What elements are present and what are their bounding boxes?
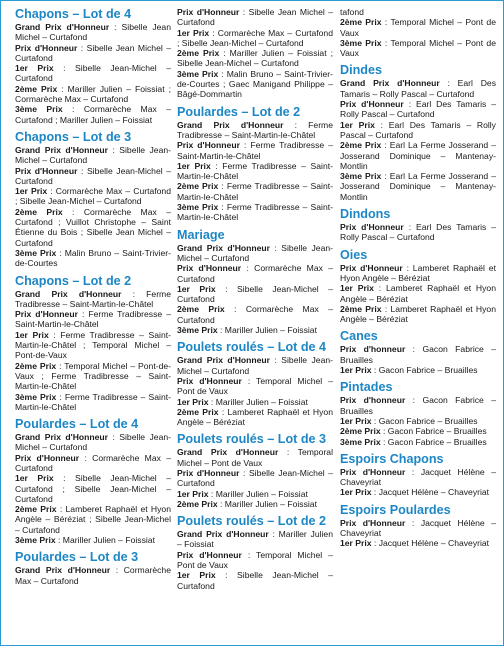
prize-name: Grand Prix d'Honneur bbox=[177, 119, 284, 130]
prize-name: Prix d'Honneur bbox=[177, 263, 242, 274]
prize-entry bbox=[15, 84, 171, 105]
prize-entry bbox=[15, 392, 171, 413]
prize-name: 3ème Prix bbox=[177, 325, 218, 336]
prize-winner: : Sibelle Jean Michel – Curtafond bbox=[177, 7, 333, 28]
prize-winner: : Cormarèche Max – Curtafond ; Mariller Julien – Foissiat bbox=[15, 104, 171, 125]
prize-winner: : Earl Des Tamaris – Rolly Pascal – Curtafond bbox=[340, 78, 496, 99]
prize-entry bbox=[177, 28, 333, 49]
prize-name: 2ème Prix bbox=[340, 17, 382, 28]
prize-entry bbox=[177, 570, 333, 591]
category-section bbox=[340, 17, 496, 58]
prize-winner: : Ferme Tradibresse – Saint-Martin-le-Châtel bbox=[177, 140, 333, 161]
prize-name: 1er Prix bbox=[340, 283, 374, 294]
category-title: Canes bbox=[340, 329, 378, 344]
prize-name: 1er Prix bbox=[177, 570, 216, 581]
prize-entry bbox=[15, 186, 171, 207]
prize-name: 1er Prix bbox=[177, 27, 210, 38]
prize-name: 1er Prix bbox=[177, 396, 209, 407]
prize-winner: : Ferme Tradibresse – Saint-Martin-le-Châtel bbox=[177, 202, 333, 223]
category-title: Dindons bbox=[340, 207, 391, 222]
prize-entry bbox=[177, 325, 333, 335]
category-title: Poulardes – Lot de 3 bbox=[15, 550, 139, 565]
prize-entry bbox=[340, 171, 496, 202]
prize-entry bbox=[177, 284, 333, 305]
prize-winner: : Sibelle Jean-Michel – Curtafond bbox=[15, 144, 171, 166]
prize-winner: : Mariller Julien – Foissiat bbox=[208, 396, 308, 407]
prize-winner: : Malin Bruno – Saint-Trivier-de-Courtes bbox=[15, 247, 171, 269]
prize-winner: : Cormarèche Max – Curtafond ; Vuillot Christophe – Saint Étienne du Bois ; Sibelle Jean Michel – Curtafond bbox=[15, 206, 171, 248]
category-title: Mariage bbox=[177, 227, 225, 242]
category-section bbox=[340, 207, 496, 243]
category-section bbox=[177, 228, 333, 336]
column-3 bbox=[340, 7, 496, 554]
prize-winner: : Sibelle Jean-Michel – Curtafond bbox=[177, 467, 333, 489]
category-title: Poulardes – Lot de 2 bbox=[177, 104, 301, 119]
prize-entry bbox=[177, 304, 333, 325]
prize-winner: : Gacon Fabrice – Bruailles bbox=[380, 436, 487, 447]
prize-winner: : Sibelle Jean-Michel – Curtafond bbox=[15, 432, 171, 453]
prize-winner: : Cormarèche Max – Curtafond bbox=[15, 565, 171, 586]
prize-winner: : Gacon Fabrice – Bruailles bbox=[340, 395, 496, 416]
category-section bbox=[15, 550, 171, 586]
prize-name: Grand Prix d'Honneur bbox=[177, 242, 271, 253]
category-title: Poulets roulés – Lot de 3 bbox=[177, 432, 327, 447]
prize-entry bbox=[340, 263, 496, 284]
prize-winner: : Cormarèche Max – Curtafond ; Sibelle Jean-Michel – Curtafond bbox=[177, 27, 333, 48]
prize-name: 3ème Prix bbox=[15, 247, 57, 258]
prize-winner: : Sibelle Jean-Michel – Curtafond bbox=[15, 165, 171, 186]
prize-entry bbox=[15, 432, 171, 453]
prize-name: Prix d'honneur bbox=[340, 395, 406, 406]
prize-name: 1er Prix bbox=[340, 365, 372, 376]
category-title: Poulardes – Lot de 4 bbox=[15, 417, 139, 432]
continued-entry bbox=[177, 7, 333, 28]
prize-winner: : Jacquet Hélène – Chaveyriat bbox=[340, 517, 496, 538]
category-section bbox=[340, 63, 496, 202]
prize-winner: : Lamberet Raphaël et Hyon Angèle – Béréziat bbox=[340, 262, 496, 283]
prize-winner: : Gacon Fabrice – Bruailles bbox=[371, 415, 478, 426]
prize-entry bbox=[15, 43, 171, 64]
prize-winner: : Earl La Ferme Josserand – Josserand Dominique – Mantenay-Montlin bbox=[340, 171, 496, 202]
prize-name: 3ème Prix bbox=[15, 391, 57, 402]
prize-entry bbox=[340, 426, 496, 436]
prize-winner: : Ferme Tradibresse – Saint-Martin-le-Châtel bbox=[177, 160, 333, 182]
prize-name: 3ème Prix bbox=[340, 436, 381, 447]
prize-entry bbox=[177, 550, 333, 571]
prize-name: 3ème Prix bbox=[15, 104, 63, 115]
prize-name: 3ème Prix bbox=[15, 535, 56, 546]
prize-winner: : Mariller Julien – Foissiat bbox=[208, 488, 308, 499]
prize-winner: : Ferme Tradibresse – Saint-Martin-le-Châtel bbox=[15, 309, 171, 330]
prize-entry bbox=[15, 309, 171, 330]
prize-name: 2ème Prix bbox=[340, 303, 382, 314]
prize-winner: : Ferme Tradibresse – Saint-Martin-le-Châtel bbox=[177, 181, 333, 202]
prize-entry bbox=[15, 166, 171, 187]
prize-entry bbox=[15, 361, 171, 392]
prize-name: 1er Prix bbox=[15, 63, 54, 74]
prize-name: 1er Prix bbox=[340, 487, 372, 498]
prize-name: Grand Prix d'Honneur bbox=[177, 447, 279, 458]
category-section bbox=[340, 452, 496, 498]
prize-entry bbox=[340, 140, 496, 171]
prize-entry bbox=[15, 289, 171, 310]
prize-winner: : Earl Des Tamaris – Rolly Pascal – Curtafond bbox=[340, 119, 496, 140]
prize-entry bbox=[177, 48, 333, 69]
prize-name: 1er Prix bbox=[177, 160, 211, 171]
prize-entry bbox=[15, 248, 171, 269]
prize-entry bbox=[15, 22, 171, 43]
category-section bbox=[340, 503, 496, 549]
prize-winner: : Mariller Julien – Foissiat bbox=[177, 529, 333, 550]
prize-winner: : Mariller Julien – Foissiat ; Cormarèche Max – Curtafond bbox=[15, 83, 171, 105]
prize-name: Prix d'Honneur bbox=[15, 452, 80, 463]
prize-entry bbox=[15, 104, 171, 125]
category-title: Chapons – Lot de 4 bbox=[15, 7, 132, 21]
category-title: Oies bbox=[340, 247, 368, 262]
prize-name: Grand Prix d'Honneur bbox=[15, 22, 110, 32]
category-section bbox=[177, 514, 333, 591]
prize-name: 1er Prix bbox=[340, 119, 375, 130]
prize-name: 1er Prix bbox=[15, 473, 54, 484]
prize-name: 1er Prix bbox=[15, 329, 49, 340]
prize-entry bbox=[177, 499, 333, 509]
prize-name: 2ème Prix bbox=[340, 426, 381, 437]
prize-name: Prix d'Honneur bbox=[177, 549, 242, 560]
category-section bbox=[15, 7, 171, 125]
prize-entry bbox=[340, 416, 496, 426]
prize-winner: : Mariller Julien – Foissiat bbox=[217, 325, 317, 336]
prize-winner: : Ferme Tradibresse – Saint-Martin-le-Châtel ; Temporal Michel – Pont-de-Vaux bbox=[15, 329, 171, 361]
prize-name: 1er Prix bbox=[15, 186, 48, 197]
prize-winner: : Ferme Tradibresse – Saint-Martin-le-Châtel bbox=[15, 288, 171, 309]
prize-winner: : Temporal Michel – Pont de Vaux bbox=[340, 17, 496, 38]
prize-winner: : Sibelle Jean-Michel – Curtafond bbox=[177, 242, 333, 263]
prize-winner: : Sibelle Jean Michel – Curtafond bbox=[15, 22, 171, 43]
prize-winner: : Lamberet Raphaël et Hyon Angèle – Béréziat bbox=[340, 283, 496, 304]
prize-name: 2ème Prix bbox=[177, 406, 219, 417]
prize-name: Prix d'Honneur bbox=[340, 99, 404, 110]
prize-name: Prix d'Honneur bbox=[15, 42, 78, 53]
prize-entry bbox=[177, 407, 333, 428]
category-section bbox=[177, 340, 333, 427]
prize-name: 1er Prix bbox=[177, 283, 216, 294]
prize-winner: : Gacon Fabrice – Bruailles bbox=[371, 365, 478, 376]
prize-winner: : Gacon Fabrice – Bruailles bbox=[340, 344, 496, 365]
prize-name: Prix d'Honneur bbox=[340, 466, 406, 477]
prize-name: Grand Prix d'Honneur bbox=[15, 144, 109, 155]
prize-winner: : Earl Des Tamaris – Rolly Pascal – Curtafond bbox=[340, 99, 496, 120]
prize-name: Prix d'Honneur bbox=[15, 309, 78, 320]
prize-winner: : Lamberet Raphaël et Hyon Angèle – Béréziat ; Sibelle Jean-Michel – Curtafond bbox=[15, 504, 171, 535]
category-title: Poulets roulés – Lot de 2 bbox=[177, 514, 327, 529]
category-title: Pintades bbox=[340, 380, 393, 395]
column-1 bbox=[15, 7, 171, 591]
prize-entry bbox=[340, 99, 496, 120]
category-section bbox=[340, 380, 496, 446]
prize-name: 3ème Prix bbox=[340, 37, 382, 48]
prize-winner: : Earl La Ferme Josserand – Josserand Dominique – Mantenay-Montlin bbox=[340, 140, 496, 171]
prize-entry bbox=[340, 304, 496, 325]
prize-name: 2ème Prix bbox=[177, 181, 219, 192]
category-section bbox=[15, 130, 171, 269]
prize-name: Grand Prix d'Honneur bbox=[15, 565, 111, 576]
category-title: Chapons – Lot de 3 bbox=[15, 129, 132, 144]
category-section bbox=[177, 105, 333, 223]
prize-name: 2ème Prix bbox=[15, 504, 57, 515]
category-title: Espoirs Chapons bbox=[340, 451, 444, 466]
prize-winner: : Temporal Michel – Pont de Vaux bbox=[340, 37, 496, 59]
prize-entry bbox=[15, 330, 171, 361]
prize-name: 2ème Prix bbox=[340, 140, 382, 151]
prize-winner: : Gacon Fabrice – Bruailles bbox=[380, 426, 487, 437]
prize-entry bbox=[15, 145, 171, 166]
prize-winner: : Sibelle Jean-Michel – Curtafond bbox=[15, 63, 171, 84]
prize-entry bbox=[177, 468, 333, 489]
prize-name: Prix d'Honneur bbox=[340, 222, 404, 233]
prize-winner: : Sibelle Jean Michel – Curtafond bbox=[15, 42, 171, 63]
prize-entry bbox=[340, 344, 496, 365]
prize-entry bbox=[177, 140, 333, 161]
prize-entry bbox=[177, 397, 333, 407]
prize-name: 2ème Prix bbox=[177, 304, 225, 315]
prize-winner: : Mariller Julien – Foissiat bbox=[217, 498, 317, 509]
prize-name: 3ème Prix bbox=[177, 68, 219, 79]
prize-name: Prix d'Honneur bbox=[177, 140, 240, 151]
prize-entry bbox=[177, 489, 333, 499]
category-section bbox=[340, 248, 496, 325]
prize-name: 2ème Prix bbox=[15, 83, 58, 94]
prize-name: Prix d'Honneur bbox=[340, 517, 406, 528]
prize-name: Grand Prix d'Honneur bbox=[177, 355, 271, 366]
prize-name: Prix d'Honneur bbox=[177, 467, 240, 478]
continued-text: tafond bbox=[340, 7, 364, 17]
prize-winner: : Sibelle Jean-Michel – Curtafond bbox=[177, 283, 333, 305]
prize-name: Grand Prix d'Honneur bbox=[177, 529, 269, 540]
prize-winner: : Sibelle Jean-Michel – Curtafond bbox=[177, 570, 333, 591]
prize-winner: : Sibelle Jean-Michel – Curtafond ; Sibelle Jean-Michel – Curtafond bbox=[15, 473, 171, 504]
prize-entry bbox=[15, 535, 171, 545]
prize-entry bbox=[177, 181, 333, 202]
prize-winner: : Temporal Michel – Pont de Vaux bbox=[177, 447, 333, 468]
prize-entry bbox=[340, 120, 496, 141]
prize-winner: : Mariller Julien – Foissiat bbox=[55, 535, 155, 546]
prize-name: Grand Prix d'Honneur bbox=[15, 288, 122, 299]
prize-name: Prix d'Honneur bbox=[15, 165, 78, 176]
column-2 bbox=[177, 7, 333, 596]
category-section bbox=[177, 28, 333, 100]
category-title: Poulets roulés – Lot de 4 bbox=[177, 340, 327, 355]
prize-entry bbox=[177, 202, 333, 223]
prize-name: Prix d'Honneur bbox=[177, 375, 242, 386]
category-title: Dindes bbox=[340, 63, 382, 78]
prize-name: 2ème Prix bbox=[15, 206, 63, 217]
prize-entry bbox=[177, 263, 333, 284]
prize-entry bbox=[15, 565, 171, 586]
prize-winner: : Temporal Michel – Pont-de-Vaux ; Ferme Tradibresse – Saint-Martin-le-Châtel bbox=[15, 360, 171, 392]
prize-entry bbox=[340, 38, 496, 59]
prize-entry bbox=[177, 243, 333, 264]
prize-winner: : Malin Bruno – Saint-Trivier-de-Courtes ; Gaec Manigand Philippe – Bâgé-Dommartin bbox=[177, 68, 333, 100]
category-title: Espoirs Poulardes bbox=[340, 502, 451, 517]
prize-name: Prix d'honneur bbox=[340, 344, 406, 355]
prize-winner: : Temporal Michel – Pont de Vaux bbox=[177, 375, 333, 397]
prize-winner: : Cormarèche Max – Curtafond bbox=[177, 263, 333, 284]
prize-winner: : Temporal Michel – Pont de Vaux bbox=[177, 549, 333, 571]
prize-winner: : Cormarèche Max – Curtafond ; Sibelle Jean-Michel – Curtafond bbox=[15, 186, 171, 207]
prize-entry bbox=[340, 283, 496, 304]
prize-entry bbox=[15, 63, 171, 84]
prize-name: 2ème Prix bbox=[15, 360, 57, 371]
prize-name: 1er Prix bbox=[340, 415, 372, 426]
prize-entry bbox=[15, 504, 171, 535]
prize-entry bbox=[177, 355, 333, 376]
prize-winner: : Sibelle Jean-Michel – Curtafond bbox=[177, 355, 333, 376]
category-section bbox=[15, 274, 171, 413]
prize-winner: : Lamberet Raphaël et Hyon Angèle – Béréziat bbox=[177, 406, 333, 428]
prize-entry bbox=[340, 437, 496, 447]
prize-winner: : Ferme Tradibresse – Saint-Martin-le-Châtel bbox=[177, 119, 333, 140]
prize-winner: : Cormarèche Max – Curtafond bbox=[15, 452, 171, 473]
prize-entry bbox=[340, 467, 496, 488]
prize-winner: : Jacquet Hélène – Chaveyriat bbox=[371, 538, 490, 549]
prize-entry bbox=[340, 487, 496, 497]
prize-winner: : Jacquet Hélène – Chaveyriat bbox=[340, 466, 496, 488]
prize-entry bbox=[340, 78, 496, 99]
prize-entry bbox=[340, 538, 496, 548]
prize-entry bbox=[15, 453, 171, 474]
category-section bbox=[340, 329, 496, 375]
prize-name: 2ème Prix bbox=[177, 498, 218, 509]
prize-entry bbox=[177, 376, 333, 397]
prize-winner: : Earl Des Tamaris – Rolly Pascal – Curtafond bbox=[340, 222, 496, 243]
prize-winner: : Cormarèche Max – Curtafond bbox=[177, 304, 333, 325]
prize-name: 2ème Prix bbox=[177, 48, 220, 59]
prize-entry bbox=[15, 473, 171, 504]
prize-name: Grand Prix d'Honneur bbox=[15, 432, 109, 443]
prize-name: 1er Prix bbox=[177, 488, 209, 499]
prize-winner: : Mariller Julien – Foissiat ; Sibelle Jean-Michel – Curtafond bbox=[177, 48, 333, 69]
prize-entry bbox=[15, 207, 171, 248]
category-title: Chapons – Lot de 2 bbox=[15, 273, 132, 288]
category-section bbox=[177, 432, 333, 509]
prize-winner: : Ferme Tradibresse – Saint-Martin-le-Châtel bbox=[15, 391, 171, 412]
prize-entry bbox=[177, 120, 333, 141]
prize-entry bbox=[177, 161, 333, 182]
prize-entry bbox=[177, 529, 333, 550]
category-section bbox=[15, 417, 171, 545]
prize-winner: : Lamberet Raphaël et Hyon Angèle – Béréziat bbox=[340, 303, 496, 325]
prize-winner: : Jacquet Hélène – Chaveyriat bbox=[371, 487, 490, 498]
prize-entry bbox=[177, 447, 333, 468]
prize-entry bbox=[340, 365, 496, 375]
prize-entry bbox=[177, 69, 333, 100]
prize-entry bbox=[340, 17, 496, 38]
prize-entry bbox=[340, 395, 496, 416]
prize-entry bbox=[340, 222, 496, 243]
prize-name: 3ème Prix bbox=[177, 202, 219, 213]
prize-name: Prix d'Honneur bbox=[177, 7, 240, 17]
prize-name: 1er Prix bbox=[340, 538, 372, 549]
prize-name: Prix d'Honneur bbox=[340, 262, 403, 273]
prize-entry bbox=[340, 518, 496, 539]
prize-name: Grand Prix d'Honneur bbox=[340, 78, 440, 89]
prize-name: 3ème Prix bbox=[340, 171, 382, 182]
